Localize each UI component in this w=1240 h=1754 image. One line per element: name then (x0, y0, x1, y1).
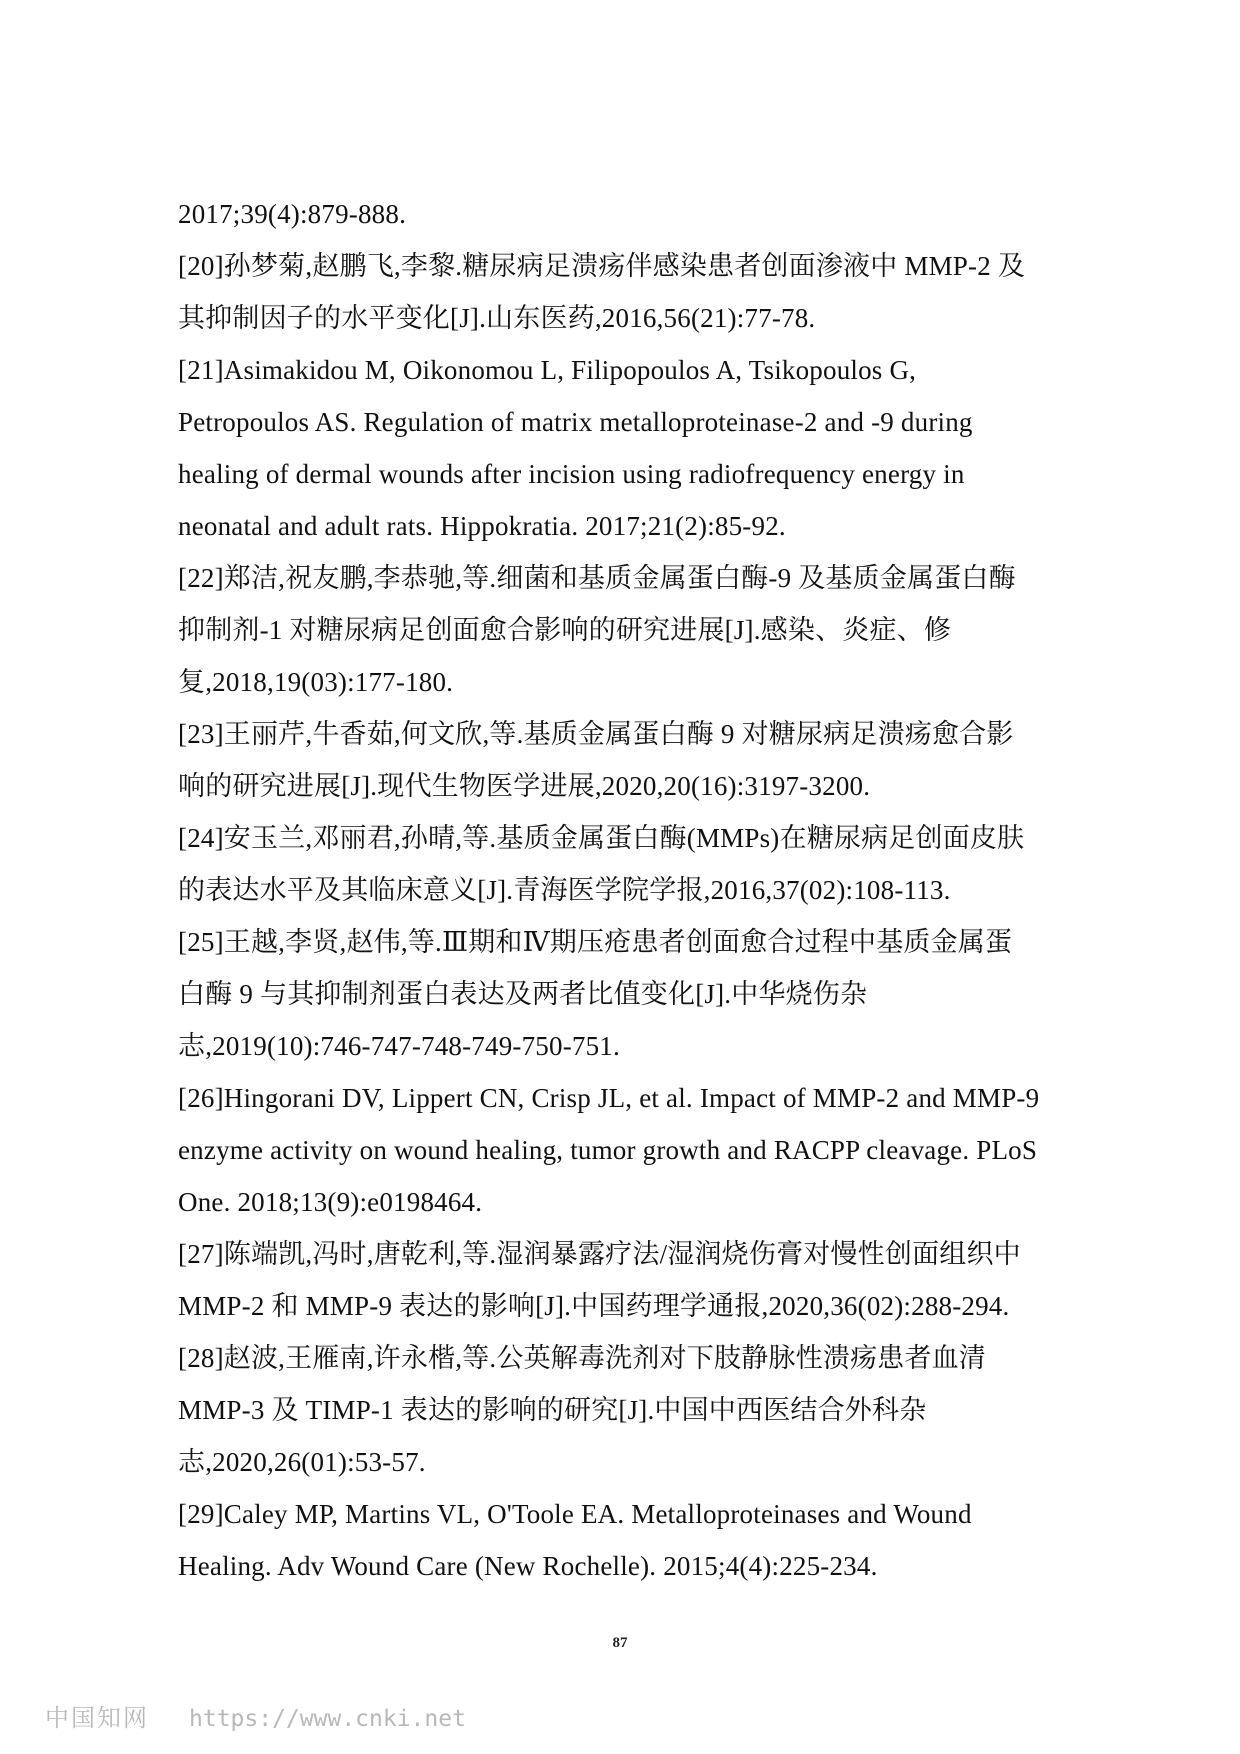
reference-line: [27]陈端凯,冯时,唐乾利,等.湿润暴露疗法/湿润烧伤膏对慢性创面组织中 (178, 1239, 1021, 1269)
reference-line: 的表达水平及其临床意义[J].青海医学院学报,2016,37(02):108-113. (178, 875, 951, 905)
reference-line: 其抑制因子的水平变化[J].山东医药,2016,56(21):77-78. (178, 303, 816, 333)
reference-line: 志,2020,26(01):53-57. (178, 1447, 426, 1477)
reference-line: MMP-2 和 MMP-9 表达的影响[J].中国药理学通报,2020,36(02):288-294. (178, 1291, 1010, 1321)
reference-line: [21]Asimakidou M, Oikonomou L, Filipopoulos A, Tsikopoulos G, (178, 355, 917, 385)
reference-line: 复,2018,19(03):177-180. (178, 667, 454, 697)
reference-list (178, 188, 1098, 1592)
reference-line: [23]王丽芹,牛香茹,何文欣,等.基质金属蛋白酶 9 对糖尿病足溃疡愈合影 (178, 719, 1014, 749)
reference-line: 志,2019(10):746-747-748-749-750-751. (178, 1031, 620, 1061)
reference-line: One. 2018;13(9):e0198464. (178, 1187, 483, 1217)
reference-line: [29]Caley MP, Martins VL, O'Toole EA. Metalloproteinases and Wound (178, 1499, 972, 1529)
reference-line: 抑制剂-1 对糖尿病足创面愈合影响的研究进展[J].感染、炎症、修 (178, 615, 952, 645)
reference-line: MMP-3 及 TIMP-1 表达的影响的研究[J].中国中西医结合外科杂 (178, 1395, 927, 1425)
reference-line: 2017;39(4):879-888. (178, 199, 407, 229)
reference-line: healing of dermal wounds after incision using radiofrequency energy in (178, 459, 965, 489)
reference-line: [25]王越,李贤,赵伟,等.Ⅲ期和Ⅳ期压疮患者创面愈合过程中基质金属蛋 (178, 927, 1013, 957)
reference-line: [20]孙梦菊,赵鹏飞,李黎.糖尿病足溃疡伴感染患者创面渗液中 MMP-2 及 (178, 251, 1026, 281)
cnki-logo-text: 中国知网 (45, 1704, 149, 1732)
reference-line: [22]郑洁,祝友鹏,李恭驰,等.细菌和基质金属蛋白酶-9 及基质金属蛋白酶 (178, 563, 1016, 593)
footer-url: https://www.cnki.net (189, 1706, 466, 1732)
reference-line: Petropoulos AS. Regulation of matrix metalloproteinase-2 and -9 during (178, 407, 973, 437)
reference-line: 响的研究进展[J].现代生物医学进展,2020,20(16):3197-3200. (178, 771, 871, 801)
footer-watermark (45, 1698, 466, 1733)
reference-line: enzyme activity on wound healing, tumor growth and RACPP cleavage. PLoS (178, 1135, 1038, 1165)
reference-line: neonatal and adult rats. Hippokratia. 2017;21(2):85-92. (178, 511, 786, 541)
reference-line: [26]Hingorani DV, Lippert CN, Crisp JL, et al. Impact of MMP-2 and MMP-9 (178, 1083, 1040, 1113)
reference-line: [28]赵波,王雁南,许永楷,等.公英解毒洗剂对下肢静脉性溃疡患者血清 (178, 1343, 986, 1373)
reference-line: Healing. Adv Wound Care (New Rochelle). 2015;4(4):225-234. (178, 1551, 878, 1581)
page-number: 87 (612, 1635, 628, 1651)
reference-line: [24]安玉兰,邓丽君,孙晴,等.基质金属蛋白酶(MMPs)在糖尿病足创面皮肤 (178, 823, 1025, 853)
reference-line: 白酶 9 与其抑制剂蛋白表达及两者比值变化[J].中华烧伤杂 (178, 979, 868, 1009)
